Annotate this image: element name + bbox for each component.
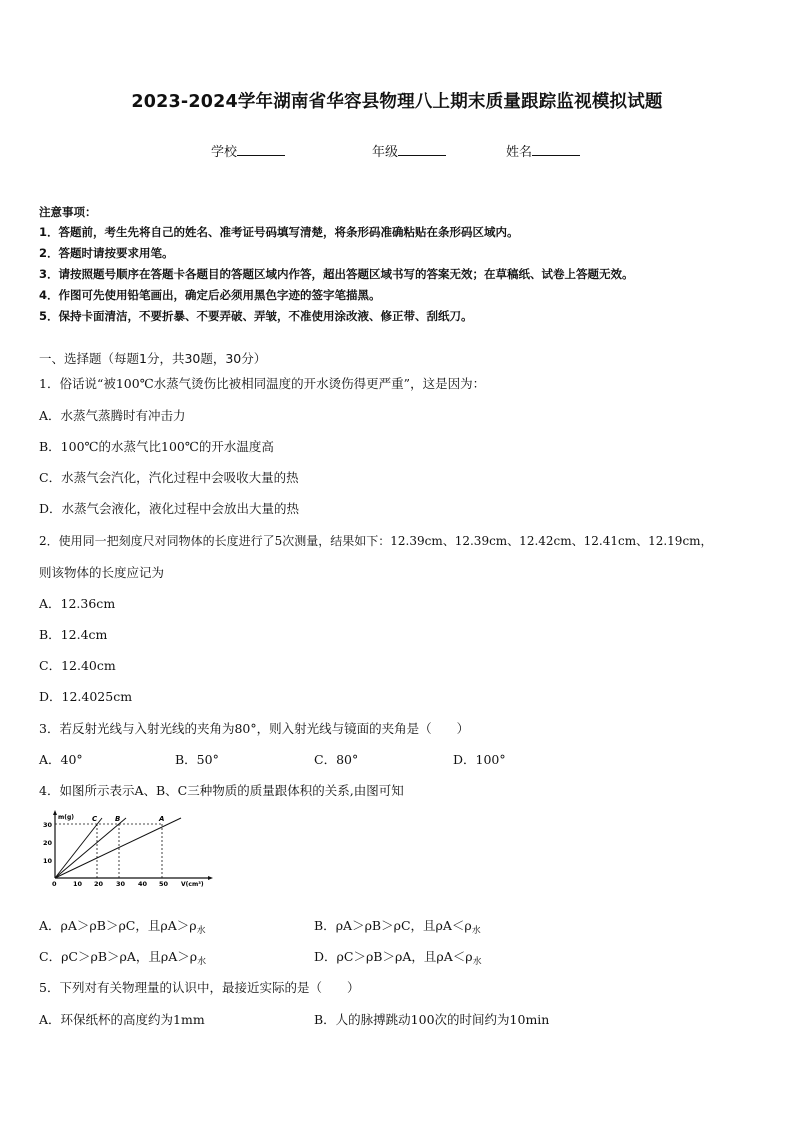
name-field[interactable]: [506, 141, 580, 160]
q1-option-b: B．100℃的水蒸气比100℃的开水温度高: [39, 439, 274, 454]
q3-option-d: D．100°: [453, 752, 506, 767]
notice-item: 3．请按照题号顺序在答题卡各题目的答题区域内作答，超出答题区域书写的答案无效；在草稿纸、试卷上答题无效。: [39, 267, 634, 281]
grade-field[interactable]: [372, 141, 446, 160]
x-tick-label: 30: [116, 880, 126, 888]
q5-option-b: B．人的脉搏跳动100次的时间约为10min: [314, 1012, 550, 1027]
line-b: [55, 818, 126, 878]
notice-item: 4．作图可先使用铅笔画出，确定后必须用黑色字迹的签字笔描黑。: [39, 288, 381, 302]
q1-option-c: C．水蒸气会汽化，汽化过程中会吸收大量的热: [39, 470, 299, 485]
x-tick-label: 40: [138, 880, 148, 888]
question-2-stem-cont: 则该物体的长度应记为: [39, 565, 165, 580]
q3-option-a: A．40°: [39, 752, 83, 767]
y-axis-label: m(g): [58, 814, 75, 821]
q1-option-d: D．水蒸气会液化，液化过程中会放出大量的热: [39, 501, 300, 516]
question-3-stem: 3．若反射光线与入射光线的夹角为80°，则入射光线与镜面的夹角是（ ）: [39, 721, 470, 736]
y-tick-label: 30: [43, 821, 53, 829]
x-tick-label: 20: [94, 880, 104, 888]
q2-option-a: A．12.36cm: [39, 596, 116, 611]
q2-option-c: C．12.40cm: [39, 658, 116, 673]
notice-item: 5．保持卡面清洁，不要折暴、不要弄破、弄皱，不准使用涂改液、修正带、刮纸刀。: [39, 309, 473, 323]
q3-option-b: B．50°: [175, 752, 219, 767]
name-label: 姓名: [506, 145, 533, 160]
school-label: 学校: [211, 145, 238, 160]
q3-option-c: C．80°: [314, 752, 359, 767]
notice-item: 2．答题时请按要求用笔。: [39, 246, 174, 260]
notice-item: 1．答题前，考生先将自己的姓名、准考证号码填写清楚，将条形码准确粘贴在条形码区域内。: [39, 225, 519, 239]
q4-option-b: B．ρA＞ρB＞ρC，且$\rho A<\rho_水$: [314, 918, 481, 936]
line-label-a: A: [159, 815, 165, 823]
x-tick-label: 50: [159, 880, 169, 888]
question-2-stem: 2．使用同一把刻度尺对同物体的长度进行了5次测量，结果如下：12.39cm、12.39cm、12.42cm、12.41cm、12.19cm，: [39, 534, 713, 548]
question-4-stem: 4．如图所示表示A、B、C三种物质的质量跟体积的关系,由图可知: [39, 783, 404, 798]
q4-option-a: A．ρA＞ρB＞ρC，且$\rho A>\rho_水$: [39, 918, 206, 936]
x-tick-label: 0: [52, 880, 57, 888]
page-title: 2023-2024学年湖南省华容县物理八上期末质量跟踪监视模拟试题: [131, 92, 663, 112]
y-tick-label: 20: [43, 839, 53, 847]
x-axis-label: V(cm³): [181, 881, 204, 888]
mass-volume-graph: [38, 810, 218, 890]
q5-option-a: A．环保纸杯的高度约为1mm: [39, 1012, 205, 1027]
x-axis-arrow: [208, 876, 213, 880]
section-heading: 一、选择题（每题1分，共30题，30分）: [39, 351, 267, 366]
grade-label: 年级: [372, 145, 399, 160]
notice-heading: 注意事项：: [39, 205, 97, 219]
line-label-c: C: [92, 815, 98, 823]
line-label-b: B: [115, 815, 121, 823]
line-c: [55, 818, 102, 878]
school-field[interactable]: [211, 141, 285, 160]
question-5-stem: 5．下列对有关物理量的认识中，最接近实际的是（ ）: [39, 980, 360, 995]
q1-option-a: A．水蒸气蒸腾时有冲击力: [39, 408, 186, 423]
y-axis-arrow: [53, 810, 57, 815]
question-1-stem: 1．俗话说“被100℃水蒸气烫伤比被相同温度的开水烫伤得更严重”，这是因为：: [39, 376, 486, 391]
q2-option-b: B．12.4cm: [39, 627, 108, 642]
q4-option-d: D．ρC＞ρB＞ρA，且$\rho A<\rho_水$: [314, 949, 482, 967]
q4-option-c: C．ρC＞ρB＞ρA，且$\rho A>\rho_水$: [39, 949, 207, 967]
x-tick-label: 10: [73, 880, 83, 888]
y-tick-label: 10: [43, 857, 53, 865]
q2-option-d: D．12.4025cm: [39, 689, 133, 704]
